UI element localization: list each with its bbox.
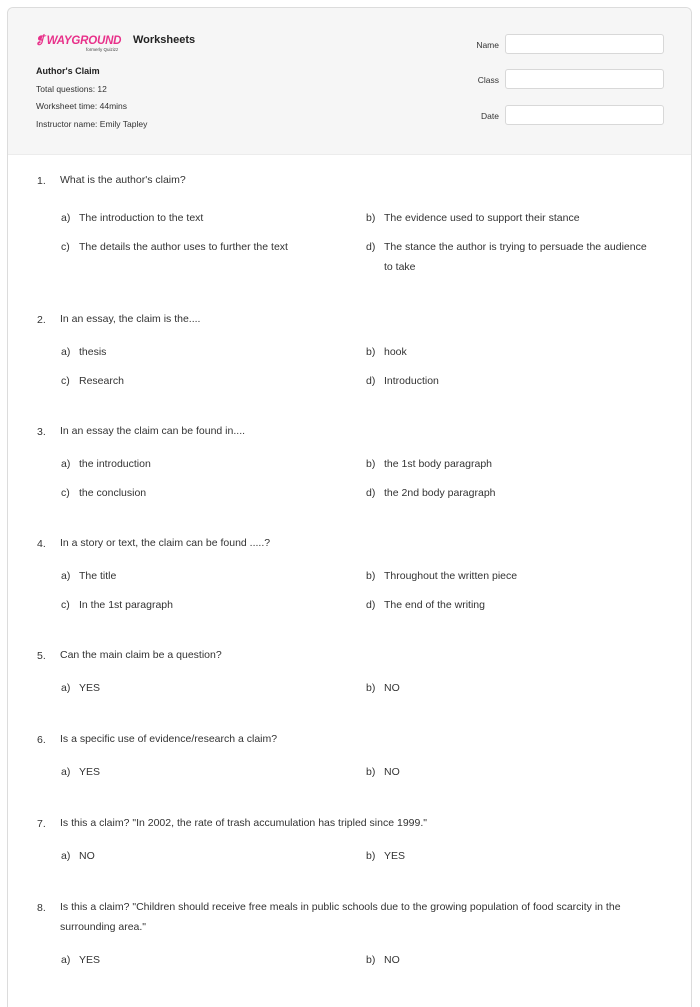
logo-wordmark: ❡ WAYGROUND	[35, 35, 122, 47]
question-text: In an essay, the claim is the....	[60, 313, 201, 325]
date-label: Date	[481, 111, 499, 121]
question-number: 3.	[37, 426, 46, 438]
question-number: 8.	[37, 902, 46, 914]
question-number: 1.	[37, 175, 46, 187]
name-label: Name	[476, 40, 499, 50]
total-questions: Total questions: 12	[36, 84, 107, 94]
question-text: What is the author's claim?	[60, 174, 186, 186]
question-text: Is this a claim? "Children should receive free meals in public schools due to the growing population of food scarcity in the surrounding area."	[60, 901, 621, 933]
question-number: 7.	[37, 818, 46, 830]
question-text: Is this a claim? "In 2002, the rate of trash accumulation has tripled since 1999."	[60, 817, 427, 829]
question-text: In a story or text, the claim can be found .....?	[60, 537, 271, 549]
logo-bars-icon: ❡	[35, 35, 44, 47]
question-number: 6.	[37, 734, 46, 746]
instructor-name: Instructor name: Emily Tapley	[36, 119, 148, 129]
worksheet-title: Author's Claim	[36, 66, 100, 76]
logo-subtext: formerly Quizizz	[86, 47, 119, 52]
date-field[interactable]	[505, 105, 664, 125]
question-text: Is a specific use of evidence/research a claim?	[60, 733, 278, 745]
question-number: 4.	[37, 538, 46, 550]
worksheet-card: ❡ WAYGROUND formerly Quizizz Worksheets Author's Claim Total questions: 12 Worksheet time: 44mins Instructor name: Emily Tapley Name Class Date 1. What is the author's claim? a) The introduction to the text b) The evidence used to support their stance c) The details the author uses to further the text d) The stance the author is trying to persuade the audience to take 2. In an essay, the claim is the.... a) thesis b) hook c) Research d) Introduction 3. In an essay the claim can be found in.... a) the introduction b) the 1st body paragraph c) the conclusion d) the 2nd body paragraph 4. In a story or text, the claim can be found .....? a) The title b) Throughout the written piece c) In the 1st paragraph d) The end of the writing 5. Can the main claim be a question? a) YES b) NO 6. Is a specific use of evidence/research a claim? a) YES b) NO 7. Is this a claim? "In 2002, the rate of trash accumulation has tripled since 1999." a) NO b) YES 8. Is this a claim? "Children should receive free meals in public schools due to the growing population of food scarcity in the surrounding area." a) YES b) NO	[7, 7, 692, 1007]
worksheet-header	[8, 8, 691, 155]
name-field[interactable]	[505, 34, 664, 54]
question-text: Can the main claim be a question?	[60, 649, 222, 661]
question-text: In an essay the claim can be found in....	[60, 425, 246, 437]
question-number: 5.	[37, 650, 46, 662]
class-label: Class	[477, 75, 499, 85]
worksheet-time: Worksheet time: 44mins	[36, 101, 128, 111]
product-title: Worksheets	[133, 34, 196, 46]
class-field[interactable]	[505, 69, 664, 89]
wayground-logo	[35, 33, 127, 59]
question-number: 2.	[37, 314, 46, 326]
